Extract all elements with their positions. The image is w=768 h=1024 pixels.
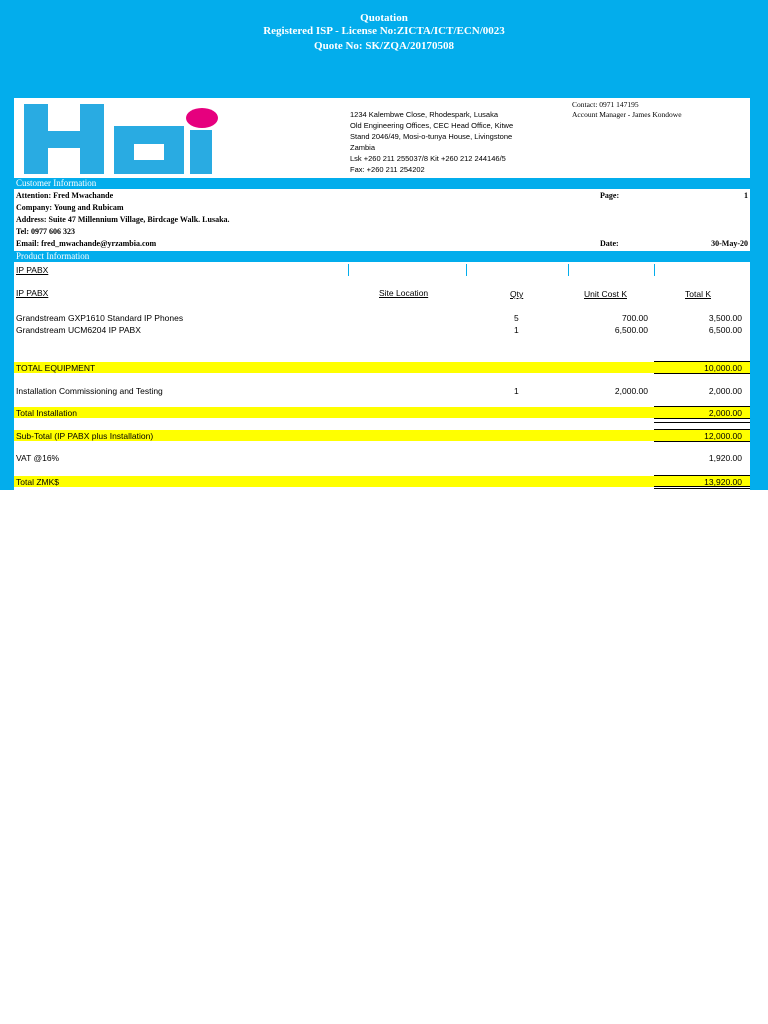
installation-total: 2,000.00 [708,386,742,396]
customer-address-line: Address: Suite 47 Millennium Village, Birdcage Walk. Lusaka. [16,215,230,224]
cell-divider [654,264,655,276]
line-item-total: 3,500.00 [708,313,742,323]
product-section-header: Product Information [14,251,750,262]
address-line: 1234 Kalembwe Close, Rhodespark, Lusaka [350,110,499,119]
date-label: Date: [600,239,619,248]
installation-qty: 1 [514,386,519,396]
email-line: Email: fred_mwachande@yrzambia.com [16,239,157,248]
cell-divider [568,264,569,276]
customer-section-header: Customer Information [14,178,750,189]
address-line: Zambia [350,143,376,152]
phone-line: Lsk +260 211 255037/8 Kit +260 212 244146/5 [350,154,506,163]
total-installation-label: Total Installation [16,408,77,418]
total-installation-row [14,407,750,418]
left-frame [0,98,14,490]
attention-line: Attention: Fred Mwachande [16,191,114,200]
column-header-qty: Qty [510,289,524,299]
product-group-label: IP PABX [16,265,49,275]
header-banner [0,0,768,98]
cell-divider [466,264,467,276]
line-item-qty: 5 [514,313,519,323]
line-item-qty: 1 [514,325,519,335]
tel-line: Tel: 0977 606 323 [16,227,76,236]
address-line: Stand 2046/49, Mosi-o-tunya House, Livingstone [350,132,513,141]
total-equipment-value: 10,000.00 [704,363,742,373]
quotation-title: Quotation [360,12,408,24]
column-header-unit-cost: Unit Cost K [584,289,627,299]
fax-line: Fax: +260 211 254202 [350,165,425,174]
quote-number: Quote No: SK/ZQA/20170508 [314,40,454,52]
date-value: 30-May-20 [711,239,748,248]
grand-total-value: 13,920.00 [704,477,742,487]
line-item-total: 6,500.00 [708,325,742,335]
installation-unit-cost: 2,000.00 [614,386,648,396]
company-line: Company: Young and Rubicam [16,203,124,212]
vat-label: VAT @16% [16,453,60,463]
column-header-site: Site Location [379,288,429,298]
cell-divider [348,264,349,276]
address-block [350,109,513,175]
license-line: Registered ISP - License No:ZICTA/ICT/ECN/0023 [263,25,505,37]
grand-total-row [14,476,750,487]
vat-value: 1,920.00 [708,453,742,463]
total-equipment-label: TOTAL EQUIPMENT [16,363,96,373]
column-header-total: Total K [685,289,711,299]
subtotal-label: Sub-Total (IP PABX plus Installation) [16,431,154,441]
contact-block [572,100,682,120]
right-frame [750,98,768,490]
line-item-unit-cost: 6,500.00 [614,325,648,335]
total-equipment-row [14,362,750,373]
line-item-description: Grandstream GXP1610 Standard IP Phones [16,313,184,323]
column-header-item: IP PABX [16,288,49,298]
grand-total-label: Total ZMK$ [16,477,59,487]
hai-logo [24,104,220,174]
line-item-unit-cost: 700.00 [622,313,648,323]
total-installation-value: 2,000.00 [708,408,742,418]
address-line: Old Engineering Offices, CEC Head Office, Kitwe [350,121,514,130]
subtotal-value: 12,000.00 [704,431,742,441]
account-manager: Account Manager - James Kondowe [572,110,682,119]
installation-description: Installation Commissioning and Testing [16,386,163,396]
line-item-description: Grandstream UCM6204 IP PABX [16,325,141,335]
contact-number: Contact: 0971 147195 [572,100,639,109]
page-value: 1 [744,191,748,200]
subtotal-rule [654,422,750,423]
page-label: Page: [600,191,620,200]
